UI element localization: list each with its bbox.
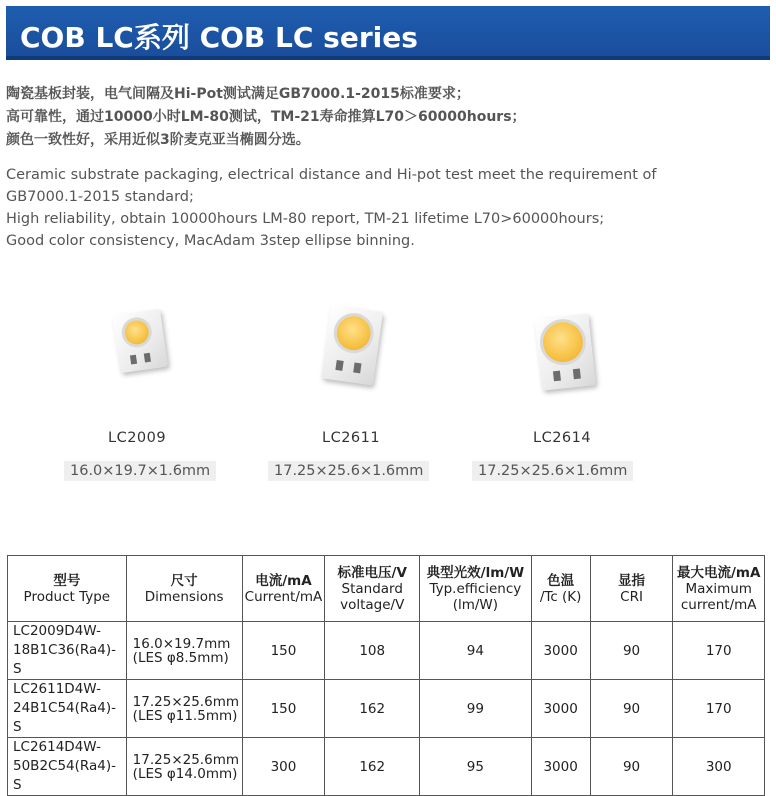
intro-en-line: Good color consistency, MacAdam 3step ellipse binning. xyxy=(6,233,415,249)
header-product-type: 型号 Product Type xyxy=(8,556,127,622)
intro-en-line: GB7000.1-2015 standard; xyxy=(6,189,194,205)
header-max-current: 最大电流/mA Maximum current/mA xyxy=(673,556,765,622)
cell-current: 150 xyxy=(242,680,325,738)
cell-cri: 90 xyxy=(590,738,673,796)
section-title: COB LC系列 COB LC series xyxy=(20,21,418,54)
product-photo-lc2009 xyxy=(112,309,168,373)
cell-cct: 3000 xyxy=(531,738,590,796)
cell-voltage: 162 xyxy=(325,738,420,796)
table-row xyxy=(8,738,765,796)
header-cri: 显指 CRI xyxy=(590,556,673,622)
intro-chinese xyxy=(6,83,766,152)
cell-product-type: LC2614D4W- 50B2C54(Ra4)-S xyxy=(8,738,127,796)
spec-table xyxy=(7,555,765,796)
product-dimensions: 17.25×25.6×1.6mm xyxy=(268,461,429,481)
product-photo-lc2611 xyxy=(321,305,383,386)
intro-english xyxy=(6,164,766,252)
cell-current: 300 xyxy=(242,738,325,796)
header-current: 电流/mA Current/mA xyxy=(242,556,325,622)
product-name: LC2009 xyxy=(108,430,167,446)
header-cct: 色温 /Tc (K) xyxy=(531,556,590,622)
cell-product-type: LC2009D4W- 18B1C36(Ra4)-S xyxy=(8,622,127,680)
cell-max-current: 300 xyxy=(673,738,765,796)
cell-cct: 3000 xyxy=(531,680,590,738)
header-efficiency: 典型光效/lm/W Typ.efficiency (lm/W) xyxy=(420,556,531,622)
cell-voltage: 108 xyxy=(325,622,420,680)
product-name: LC2614 xyxy=(533,430,592,446)
section-banner xyxy=(6,6,770,60)
cell-cri: 90 xyxy=(590,680,673,738)
intro-en-line: High reliability, obtain 10000hours LM-80 report, TM-21 lifetime L70>60000hours; xyxy=(6,211,605,227)
product-dimensions: 16.0×19.7×1.6mm xyxy=(64,461,216,481)
intro-cn-line: 高可靠性，通过10000小时LM-80测试，TM-21寿命推算L70＞60000hours； xyxy=(6,109,526,125)
cell-efficiency: 95 xyxy=(420,738,531,796)
table-header-row xyxy=(8,556,765,622)
cell-max-current: 170 xyxy=(673,622,765,680)
cell-efficiency: 99 xyxy=(420,680,531,738)
header-dimensions: 尺寸 Dimensions xyxy=(126,556,242,622)
header-voltage: 标准电压/V Standard voltage/V xyxy=(325,556,420,622)
intro-en-line: Ceramic substrate packaging, electrical distance and Hi-pot test meet the requirement of xyxy=(6,167,657,183)
cell-dimensions: 16.0×19.7mm (LES φ8.5mm) xyxy=(126,622,242,680)
cell-cri: 90 xyxy=(590,622,673,680)
cell-max-current: 170 xyxy=(673,680,765,738)
cell-dimensions: 17.25×25.6mm (LES φ11.5mm) xyxy=(126,680,242,738)
table-row xyxy=(8,680,765,738)
cell-efficiency: 94 xyxy=(420,622,531,680)
intro-cn-line: 陶瓷基板封装，电气间隔及Hi-Pot测试满足GB7000.1-2015标准要求； xyxy=(6,86,470,102)
cell-cct: 3000 xyxy=(531,622,590,680)
product-name: LC2611 xyxy=(322,430,381,446)
product-photo-lc2614 xyxy=(534,313,595,390)
product-dimensions: 17.25×25.6×1.6mm xyxy=(472,461,633,481)
table-row xyxy=(8,622,765,680)
cell-product-type: LC2611D4W- 24B1C54(Ra4)-S xyxy=(8,680,127,738)
cell-dimensions: 17.25×25.6mm (LES φ14.0mm) xyxy=(126,738,242,796)
cell-current: 150 xyxy=(242,622,325,680)
intro-cn-line: 颜色一致性好，采用近似3阶麦克亚当椭圆分选。 xyxy=(6,132,310,148)
cell-voltage: 162 xyxy=(325,680,420,738)
